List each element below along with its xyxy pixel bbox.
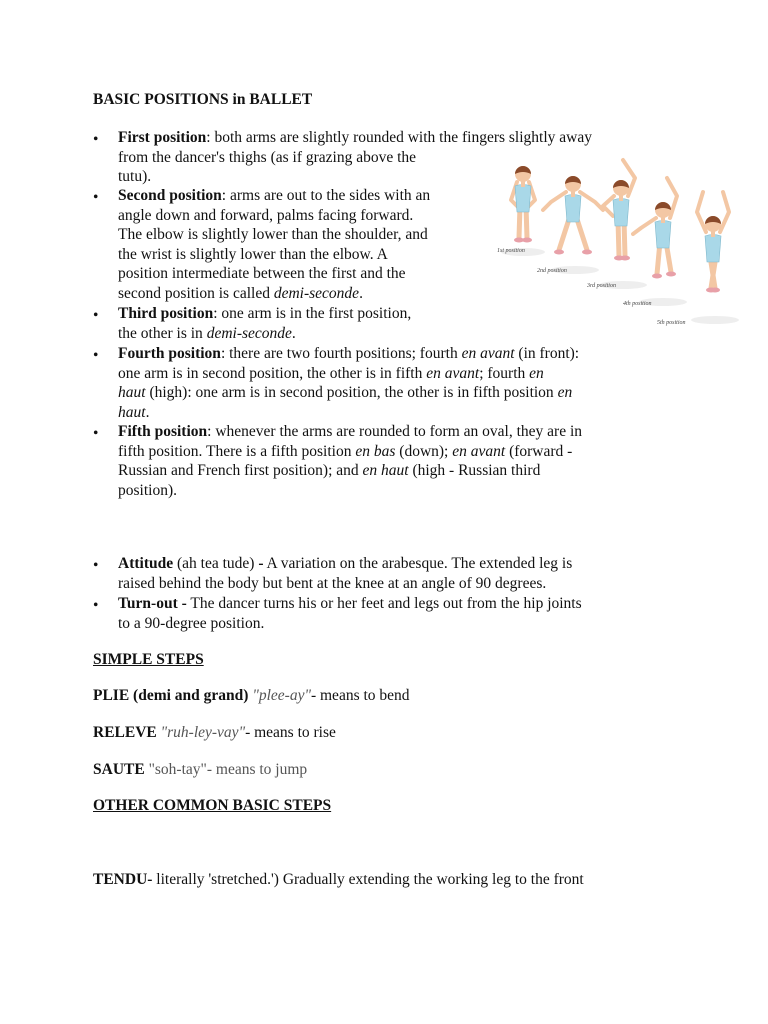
second-position-term: Second position xyxy=(118,187,222,204)
first-position-text: from the dancer's thighs (as if grazing above the xyxy=(118,148,417,166)
figure-label-3rd: 3rd position xyxy=(587,283,616,289)
fourth-position-term: Fourth position xyxy=(118,345,221,362)
punctuation: . xyxy=(145,403,150,421)
bullet-first: • xyxy=(93,131,99,148)
saute-term: SAUTE xyxy=(93,761,145,778)
turnout-text: to a 90-degree position. xyxy=(118,614,265,632)
fifth-position-text: position). xyxy=(118,481,177,499)
first-position-text: : both arms are slightly rounded with the fingers slightly away xyxy=(206,129,592,146)
first-position-text: tutu). xyxy=(118,168,152,185)
turnout-item xyxy=(118,594,582,633)
figure-label-2nd: 2nd position xyxy=(537,268,567,274)
dancer-5-shoe xyxy=(706,288,716,293)
other-steps-heading: OTHER COMMON BASIC STEPS xyxy=(93,797,332,814)
fifth-position-item xyxy=(118,422,582,500)
tendu-text: literally 'stretched.') Gradually extending the working leg to the front xyxy=(152,871,584,888)
bullet-third: • xyxy=(93,307,99,324)
demi-seconde-term: demi-seconde xyxy=(273,284,360,302)
releve-meaning: - means to rise xyxy=(245,724,336,741)
first-position-term: First position xyxy=(118,129,207,146)
tendu-line xyxy=(93,870,584,890)
en-avant-term: en avant xyxy=(452,442,506,460)
attitude-pronunciation: (ah tea tude) xyxy=(173,555,259,572)
fifth-position-text: (forward - xyxy=(505,442,573,460)
punctuation: . xyxy=(359,284,363,302)
releve-term: RELEVE xyxy=(93,724,157,741)
en-term: en xyxy=(557,384,573,401)
dancer-5-leotard xyxy=(705,235,721,263)
fourth-position-text: (high): one arm is in second position, the other is in fifth position xyxy=(145,384,558,401)
plie-meaning: - means to bend xyxy=(310,687,410,704)
fifth-position-text: (high - Russian third xyxy=(408,462,541,479)
attitude-text: raised behind the body but bent at the knee at an angle of 90 degrees. xyxy=(118,574,547,592)
dancer-3-leotard xyxy=(613,199,629,227)
dancer-1-leotard xyxy=(515,185,531,213)
fourth-position-text: ; fourth xyxy=(479,364,530,382)
ballet-dancers-illustration xyxy=(493,152,743,334)
fourth-position-text: one arm is in second position, the other is in fifth xyxy=(118,364,427,382)
figure-label-5th: 5th position xyxy=(657,320,686,326)
bullet-attitude: • xyxy=(93,557,99,574)
en-bas-term: en bas xyxy=(355,442,396,460)
dash: - xyxy=(258,555,264,572)
attitude-text: A variation on the arabesque. The extended leg is xyxy=(263,555,573,572)
bullet-fifth: • xyxy=(93,425,99,442)
en-haut-term: en haut xyxy=(362,462,409,479)
second-position-item xyxy=(118,186,430,303)
dancer-4-shoe xyxy=(666,272,676,277)
dancer-2-shoe xyxy=(582,250,592,255)
second-position-text: : arms are out to the sides with an xyxy=(221,187,431,204)
third-position-term: Third position xyxy=(118,305,214,322)
page-title: BASIC POSITIONS in BALLET xyxy=(93,91,313,108)
fifth-position-text: Russian and French first position); and xyxy=(118,462,363,479)
turnout-term: Turn-out - xyxy=(118,595,187,612)
en-avant-term: en avant xyxy=(461,345,515,362)
plie-line xyxy=(93,686,410,706)
simple-steps-heading: SIMPLE STEPS xyxy=(93,651,204,668)
dancer-4-leotard xyxy=(655,221,671,249)
fourth-position-text: : there are two fourth positions; fourth xyxy=(220,345,462,362)
releve-line xyxy=(93,723,336,743)
fifth-position-term: Fifth position xyxy=(118,423,208,440)
saute-line xyxy=(93,760,307,780)
third-position-text: : one arm is in the first position, xyxy=(213,305,412,322)
ballet-positions-figure xyxy=(493,152,743,334)
en-avant-term: en avant xyxy=(426,364,480,382)
fifth-position-text: : whenever the arms are rounded to form an oval, they are in xyxy=(207,423,583,440)
bullet-turnout: • xyxy=(93,597,99,614)
second-position-text: the wrist is slightly lower than the elbow. A xyxy=(118,245,388,263)
dancer-2-shoe xyxy=(554,250,564,255)
dancer-1-shoe xyxy=(522,238,532,243)
plie-term: PLIE (demi and grand) xyxy=(93,687,249,704)
second-position-text: The elbow is slightly lower than the shoulder, and xyxy=(118,226,428,243)
dancer-3-shoe xyxy=(620,256,630,261)
figure-label-1st: 1st position xyxy=(497,248,525,254)
releve-pronunciation: "ruh-ley-vay" xyxy=(156,724,246,741)
dancer-4-shoe xyxy=(652,274,662,279)
haut-term: haut xyxy=(118,384,146,401)
demi-seconde-term: demi-seconde xyxy=(206,324,292,342)
attitude-item xyxy=(118,554,572,593)
fifth-position-text: fifth position. There is a fifth position xyxy=(118,442,356,460)
dancer-2-leotard xyxy=(565,195,581,223)
plie-pronunciation: "plee-ay" xyxy=(248,687,311,704)
third-position-text: the other is in xyxy=(118,324,207,342)
bullet-fourth: • xyxy=(93,347,99,364)
second-position-text: angle down and forward, palms facing forward. xyxy=(118,206,414,224)
en-term: en xyxy=(529,364,544,382)
figure-label-4th: 4th position xyxy=(623,301,652,307)
third-position-item xyxy=(118,304,411,343)
attitude-term: Attitude xyxy=(118,555,174,572)
saute-pronunciation: "soh-tay"- means to jump xyxy=(144,761,308,778)
fourth-position-text: (in front): xyxy=(514,345,580,362)
bullet-second: • xyxy=(93,189,99,206)
punctuation: . xyxy=(291,324,296,342)
second-position-text: position intermediate between the first and the xyxy=(118,265,406,282)
fifth-position-text: (down); xyxy=(395,442,453,460)
fourth-position-item xyxy=(118,344,579,422)
second-position-text: second position is called xyxy=(118,284,274,302)
turnout-text: The dancer turns his or her feet and legs out from the hip joints xyxy=(186,595,582,612)
tendu-term: TENDU- xyxy=(93,871,153,888)
haut-term: haut xyxy=(118,403,146,421)
